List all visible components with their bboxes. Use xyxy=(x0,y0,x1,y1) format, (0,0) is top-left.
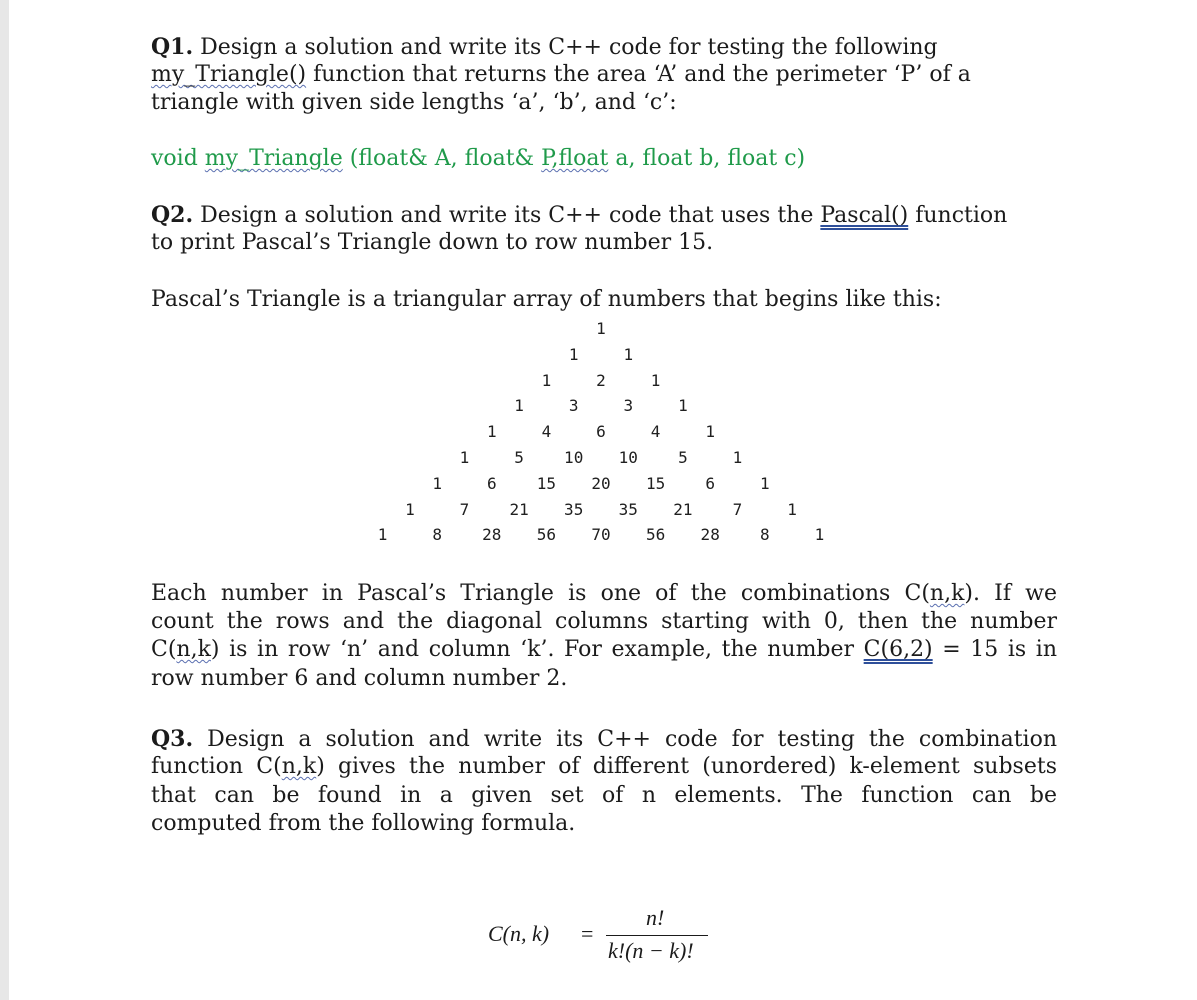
q1-line2-text: function that returns the area ‘A’ and the perimeter ‘P’ of a xyxy=(306,62,971,87)
pascal-number: 10 xyxy=(618,448,638,467)
q1-label: Q1. xyxy=(151,34,194,60)
explain-line-1 xyxy=(151,580,1057,608)
pascal-number: 1 xyxy=(678,396,688,416)
explain-l1-a: Each number in Pascal’s Triangle is one of the combinations C( xyxy=(151,581,930,606)
formula-fraction-bar xyxy=(606,935,708,936)
formula-lhs: C(n, k) xyxy=(488,921,550,946)
sig-end: a, float b, float c) xyxy=(608,146,806,171)
pascal-number: 56 xyxy=(536,525,557,545)
pascal-number: 1 xyxy=(732,448,743,467)
pascal-number: 10 xyxy=(564,448,584,467)
q3-line1-text: Design a solution and write its C++ code for testing the combination xyxy=(193,727,1057,752)
formula-numerator: n! xyxy=(646,905,665,930)
explain-l3-nk: n,k xyxy=(176,637,211,662)
explain-line-4: row number 6 and column number 2. xyxy=(151,666,568,691)
pascal-number: 1 xyxy=(623,344,634,364)
sig-void: void xyxy=(151,146,205,171)
pascal-number: 21 xyxy=(509,499,529,519)
formula-equals: = xyxy=(581,921,594,946)
pascal-number: 3 xyxy=(623,396,634,416)
pascal-number: 6 xyxy=(596,422,606,442)
explain-line-2: count the rows and the diagonal columns starting with 0, then the number xyxy=(151,609,1057,634)
q2-line-2: to print Pascal’s Triangle down to row number 15. xyxy=(151,230,714,255)
pascal-number: 28 xyxy=(700,525,720,545)
pascal-number: 1 xyxy=(459,448,470,467)
pascal-number: 1 xyxy=(787,499,797,519)
pascal-number: 70 xyxy=(591,525,611,545)
q3-line-3: that can be found in a given set of n elements. The function can be xyxy=(151,783,1057,808)
explain-l3-a: C( xyxy=(151,637,177,662)
pascal-number: 6 xyxy=(486,473,497,493)
pascal-number: 1 xyxy=(432,473,443,493)
pascal-number: 28 xyxy=(482,525,502,545)
pascal-number: 1 xyxy=(650,370,661,390)
pascal-number: 8 xyxy=(432,525,443,545)
pascal-number: 8 xyxy=(759,525,770,545)
formula-denominator: k!(n − k)! xyxy=(608,938,694,963)
pascal-number: 4 xyxy=(650,422,661,442)
pascal-number: 3 xyxy=(568,396,579,416)
pascal-number: 35 xyxy=(564,499,584,519)
sig-name: my_Triangle xyxy=(204,146,343,171)
q3-line-1 xyxy=(151,725,1057,754)
pascal-number: 5 xyxy=(678,448,688,467)
q3-l2-nk: n,k xyxy=(281,754,317,779)
pascal-number: 1 xyxy=(377,525,388,545)
q3-l2-a: function C( xyxy=(151,754,282,779)
q2-function-name: Pascal() xyxy=(820,203,909,228)
pascal-number: 1 xyxy=(814,525,825,545)
pascal-intro: Pascal’s Triangle is a triangular array of numbers that begins like this: xyxy=(151,287,942,312)
pascal-number: 1 xyxy=(514,396,524,416)
pascal-number: 1 xyxy=(596,319,606,338)
explain-l3-c62: C(6,2) xyxy=(863,637,933,662)
q3-line-2 xyxy=(151,753,1057,781)
pascal-number: 35 xyxy=(618,499,638,519)
pascal-number: 5 xyxy=(514,448,524,467)
pascal-number: 15 xyxy=(645,473,666,493)
q1-function-name: my_Triangle() xyxy=(151,62,307,87)
pascal-number: 2 xyxy=(596,370,606,390)
pascal-number: 4 xyxy=(541,422,552,442)
pascal-number: 1 xyxy=(405,499,415,519)
pascal-number: 1 xyxy=(568,344,579,364)
explain-l3-b: ) is in row ‘n’ and column ‘k’. For example, the number xyxy=(210,637,864,662)
pascal-number: 1 xyxy=(541,370,552,390)
q1-line-1 xyxy=(151,33,938,62)
q2-label: Q2. xyxy=(151,202,194,228)
pascal-number: 6 xyxy=(705,473,716,493)
pascal-number: 15 xyxy=(536,473,557,493)
pascal-number: 1 xyxy=(705,422,716,442)
q3-line-4: computed from the following formula. xyxy=(151,811,576,836)
explain-line-3 xyxy=(151,636,1057,664)
q2-line1-end: function xyxy=(908,203,1008,228)
pascal-number: 20 xyxy=(591,473,611,493)
q3-l2-b: ) gives the number of different (unordered) k-element subsets xyxy=(316,754,1057,779)
sig-mid: (float& A, float& xyxy=(342,146,542,171)
pascal-number: 56 xyxy=(645,525,666,545)
q2-line-1 xyxy=(151,201,1007,230)
pascal-number: 7 xyxy=(732,499,743,519)
q1-line-3: triangle with given side lengths ‘a’, ‘b’, and ‘c’: xyxy=(151,90,677,115)
pascal-number: 1 xyxy=(759,473,770,493)
sig-pfloat: P,float xyxy=(541,146,609,171)
pascal-number: 21 xyxy=(673,499,693,519)
q3-label: Q3. xyxy=(151,726,194,752)
q2-line1-text: Design a solution and write its C++ code that uses the xyxy=(193,203,821,228)
q1-line1-text: Design a solution and write its C++ code for testing the following xyxy=(193,35,938,60)
explain-l1-b: ). If we xyxy=(964,581,1057,606)
q1-function-signature xyxy=(151,145,805,173)
q1-line-2 xyxy=(151,61,971,89)
explain-l1-nk: n,k xyxy=(929,581,965,606)
explain-l3-end: = 15 is in xyxy=(932,637,1058,662)
pascal-number: 1 xyxy=(486,422,497,442)
pascal-number: 7 xyxy=(459,499,470,519)
